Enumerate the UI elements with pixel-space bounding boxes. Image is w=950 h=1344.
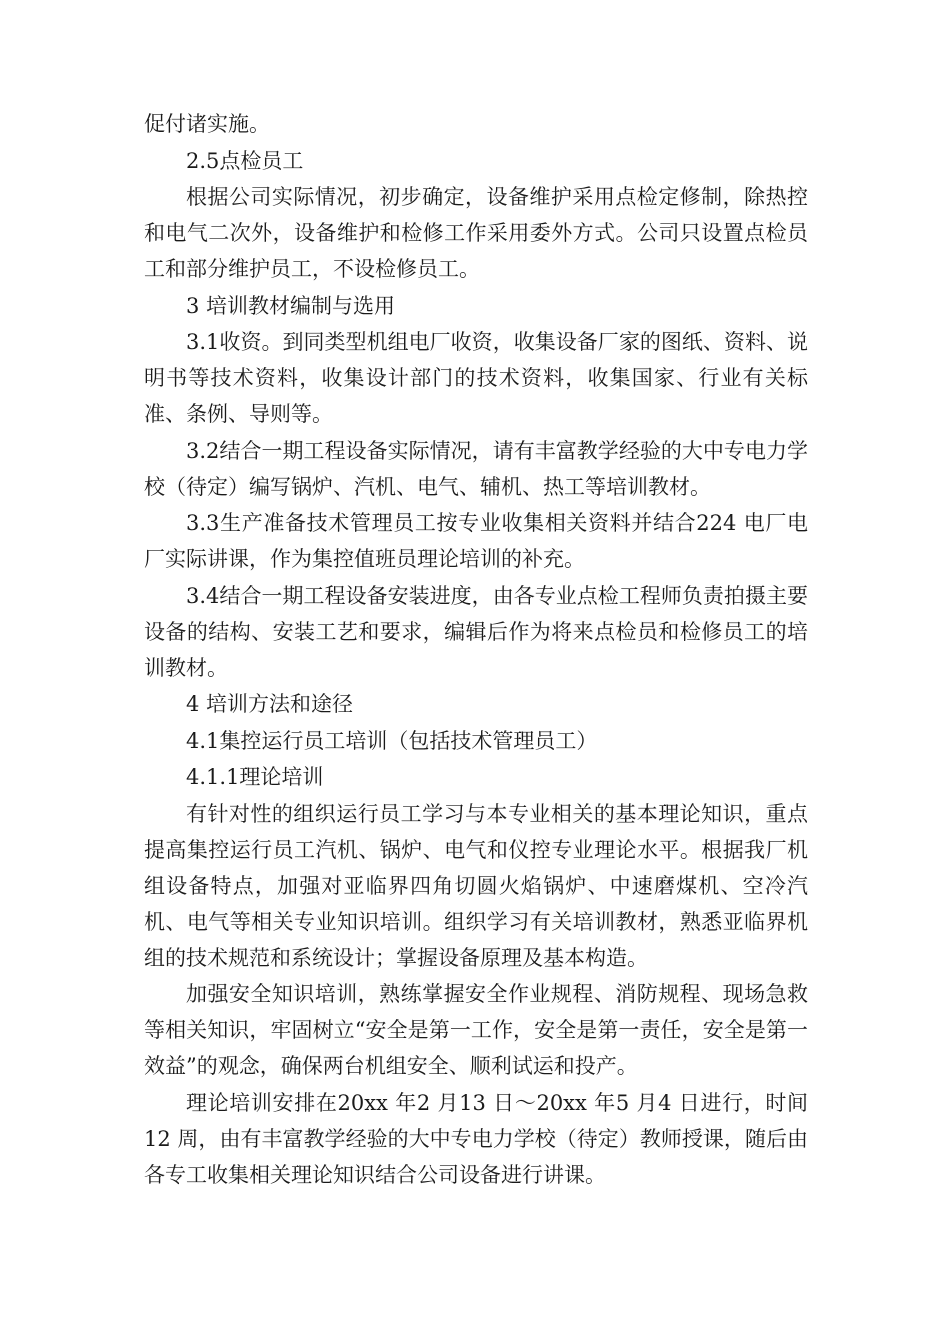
section-heading-4-1-1: 4.1.1理论培训 [186,765,324,789]
paragraph: 3.3生产准备技术管理员工按专业收集相关资料并结合224 电厂电厂实际讲课，作为集控值班员理论培训的补充。 [144,511,808,571]
section-heading-4-1: 4.1集控运行员工培训（包括技术管理员工） [186,728,598,753]
paragraph: 理论培训安排在20xx 年2 月13 日～20xx 年5 月4 日进行，时间12 周，由有丰富教学经验的大中专电力学校（待定）教师授课，随后由各专工收集相关理论知识结合公司设备进行讲课。 [144,1090,808,1187]
paragraph-continuation: 促付诸实施。 [144,112,270,136]
section-heading-3: 3 培训教材编制与选用 [186,293,396,318]
paragraph: 3.4结合一期工程设备安装进度，由各专业点检工程师负责拍摄主要设备的结构、安装工艺和要求，编辑后作为将来点检员和检修员工的培训教材。 [144,583,808,680]
section-heading-2-5: 2.5点检员工 [186,148,304,173]
paragraph: 加强安全知识培训，熟练掌握安全作业规程、消防规程、现场急救等相关知识，牢固树立“安全是第一工作，安全是第一责任，安全是第一效益”的观念，确保两台机组安全、顺利试运和投产。 [144,982,808,1078]
paragraph: 有针对性的组织运行员工学习与本专业相关的基本理论知识，重点提高集控运行员工汽机、锅炉、电气和仪控专业理论水平。根据我厂机组设备特点，加强对亚临界四角切圆火焰锅炉、中速磨煤机、空冷汽机、电气等相关专业知识培训。组织学习有关培训教材，熟悉亚临界机组的技术规范和系统设计；掌握设备原理及基本构造。 [144,801,808,970]
section-heading-4: 4 培训方法和途径 [186,692,354,716]
paragraph: 3.1收资。到同类型机组电厂收资，收集设备厂家的图纸、资料、说明书等技术资料，收集设计部门的技术资料，收集国家、行业有关标准、条例、导则等。 [144,330,808,426]
document-body [144,106,808,1193]
paragraph: 3.2结合一期工程设备实际情况，请有丰富教学经验的大中专电力学校（待定）编写锅炉、汽机、电气、辅机、热工等培训教材。 [144,438,808,499]
paragraph: 根据公司实际情况，初步确定，设备维护采用点检定修制，除热控和电气二次外，设备维护和检修工作采用委外方式。公司只设置点检员工和部分维护员工，不设检修员工。 [144,185,808,281]
